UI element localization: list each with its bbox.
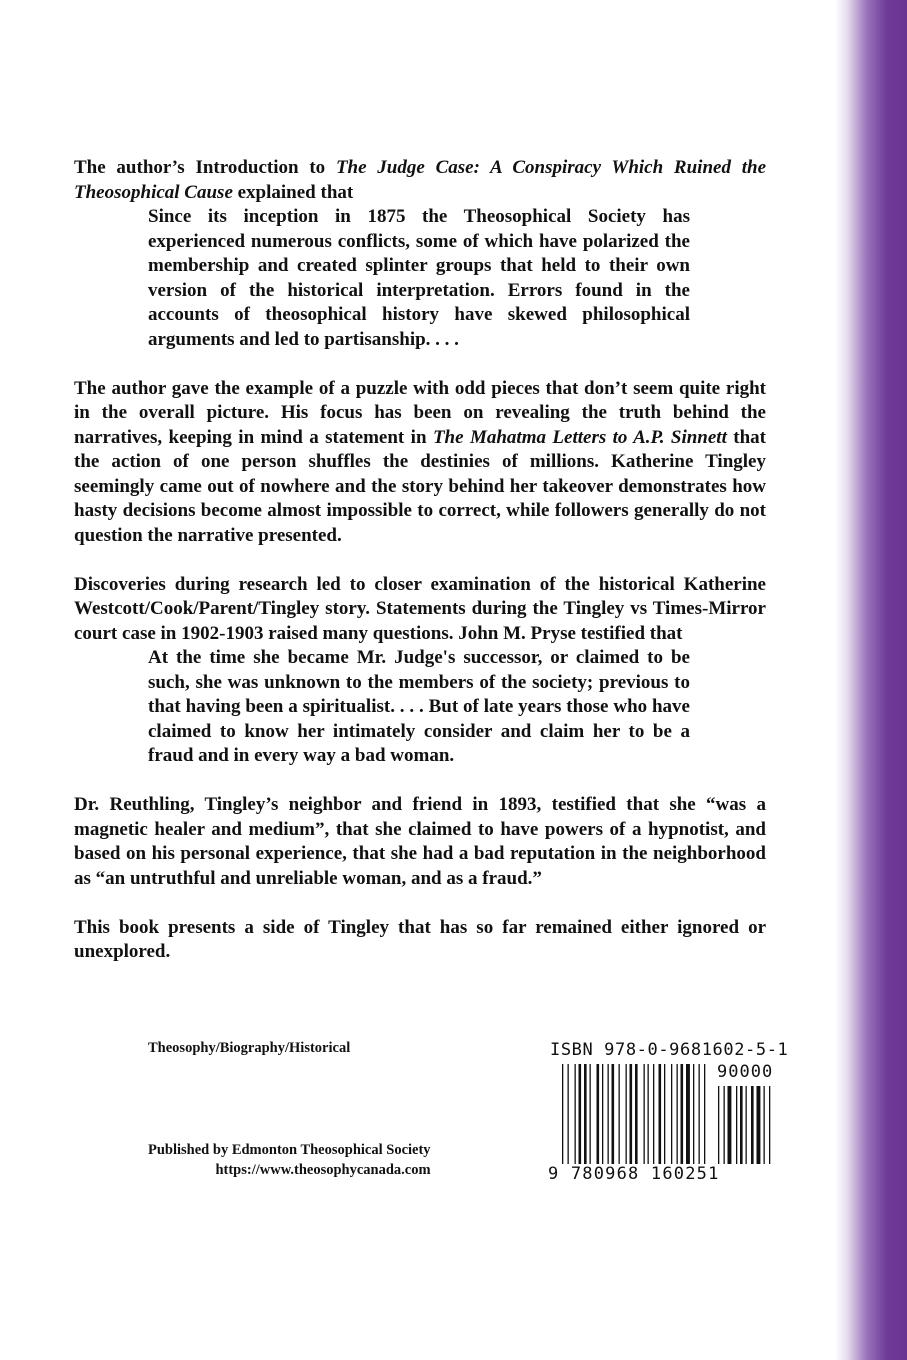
barcode-bar (568, 1064, 569, 1164)
paragraph-5: This book presents a side of Tingley that has so far remained either ignored or unexplored. (74, 916, 766, 962)
barcode-bar (653, 1064, 654, 1164)
barcode-bar (562, 1064, 563, 1164)
barcode-bar (635, 1064, 638, 1164)
barcode-bar (597, 1064, 600, 1164)
publisher-name: Published by Edmonton Theosophical Society (148, 1142, 431, 1158)
barcode-bar (704, 1064, 705, 1164)
barcode-addon-bar (736, 1086, 737, 1164)
publisher-info (148, 1140, 431, 1180)
barcode-digits: 9 780968 160251 (548, 1164, 720, 1184)
barcode-addon-bar (718, 1086, 719, 1164)
barcode-bar (671, 1064, 672, 1164)
intro-paragraph (74, 156, 766, 205)
barcode-addon-bar (764, 1086, 765, 1164)
paragraph-2-text: The author gave the example of a puzzle with odd pieces that don’t seem quite right in the overall picture. His focus has been on revealing the truth behind the narratives, keeping in mind a statement in (74, 377, 766, 448)
isbn-barcode (548, 1040, 789, 1185)
barcode-addon-bar (728, 1086, 732, 1164)
intro-lead: The author’s Introduction to (74, 157, 336, 178)
barcode-bar (644, 1064, 645, 1164)
barcode-bar (681, 1064, 684, 1164)
barcode-addon-bar (724, 1086, 725, 1164)
barcode-addon-bar (746, 1086, 747, 1164)
barcode-bar (659, 1064, 662, 1164)
category-label: Theosophy/Biography/Historical (148, 1040, 351, 1056)
publisher-url: https://www.theosophycanada.com (215, 1162, 431, 1178)
barcode-addon-bar (769, 1086, 770, 1164)
book-spine (835, 0, 907, 1360)
barcode-bar (664, 1064, 665, 1164)
barcode-bar (579, 1064, 582, 1164)
block-quote-1: Since its inception in 1875 the Theosophical Society has experienced numerous conflicts, some of which have polarized the membership and created splinter groups that held to their own version of the historical interpretation. Errors found in the accounts of theosophical history have skewed philosophical arguments and led to partisanship. . . . (148, 206, 690, 350)
barcode-bar (630, 1064, 633, 1164)
barcode-bar (612, 1064, 615, 1164)
barcode-bar (677, 1064, 678, 1164)
barcode-addon-bar (740, 1086, 743, 1164)
barcode-bar (590, 1064, 591, 1164)
intro-book-title: The Judge Case: A Conspiracy Which Ruined the Theosophical Cause (74, 157, 766, 203)
barcode-bar (619, 1064, 620, 1164)
barcode-bar (626, 1064, 627, 1164)
paragraph-2-text-end: that the action of one person shuffles the destinies of millions. Katherine Tingley seemingly came out of nowhere and the story behind her takeover demonstrates how hasty decisions become almost impossible to correct, while followers generally do not question the narrative presented. (74, 426, 766, 546)
barcode-addon-bar (751, 1086, 754, 1164)
barcode-bar (648, 1064, 649, 1164)
block-quote-2: At the time she became Mr. Judge's successor, or claimed to be such, she was unknown to the members of the society; previous to that having been a spiritualist. . . . But of late years those who have claimed to know her intimately consider and claim her to be a fraud and in every way a bad woman. (148, 647, 690, 766)
paragraph-4: Dr. Reuthling, Tingley’s neighbor and friend in 1893, testified that she “was a magnetic healer and medium”, that she claimed to have powers of a hypnotist, and based on his personal experience, that she had a bad reputation in the neighborhood as “an untruthful and unreliable woman, and as a fraud.” (74, 794, 766, 889)
barcode-bar (575, 1064, 576, 1164)
mahatma-letters-title: The Mahatma Letters to A.P. Sinnett (432, 426, 727, 448)
intro-tail: explained that (232, 181, 354, 203)
barcode-bar (608, 1064, 609, 1164)
barcode-bar (699, 1064, 700, 1164)
barcode-addon-bar (757, 1086, 761, 1164)
barcode-bar (693, 1064, 694, 1164)
barcode-addon-digits: 90000 (717, 1062, 774, 1082)
paragraph-2 (74, 377, 766, 549)
barcode-bar (686, 1064, 690, 1164)
barcode-bar (602, 1064, 603, 1164)
barcode-bar (584, 1064, 587, 1164)
back-cover-text (74, 156, 766, 965)
isbn-label: ISBN 978-0-9681602-5-1 (550, 1040, 789, 1060)
paragraph-3: Discoveries during research led to closer examination of the historical Katherine Westcott/Cook/Parent/Tingley story. Statements during the Tingley vs Times-Mirror court case in 1902-1903 raised many questions. John M. Pryse testified that (74, 573, 766, 644)
